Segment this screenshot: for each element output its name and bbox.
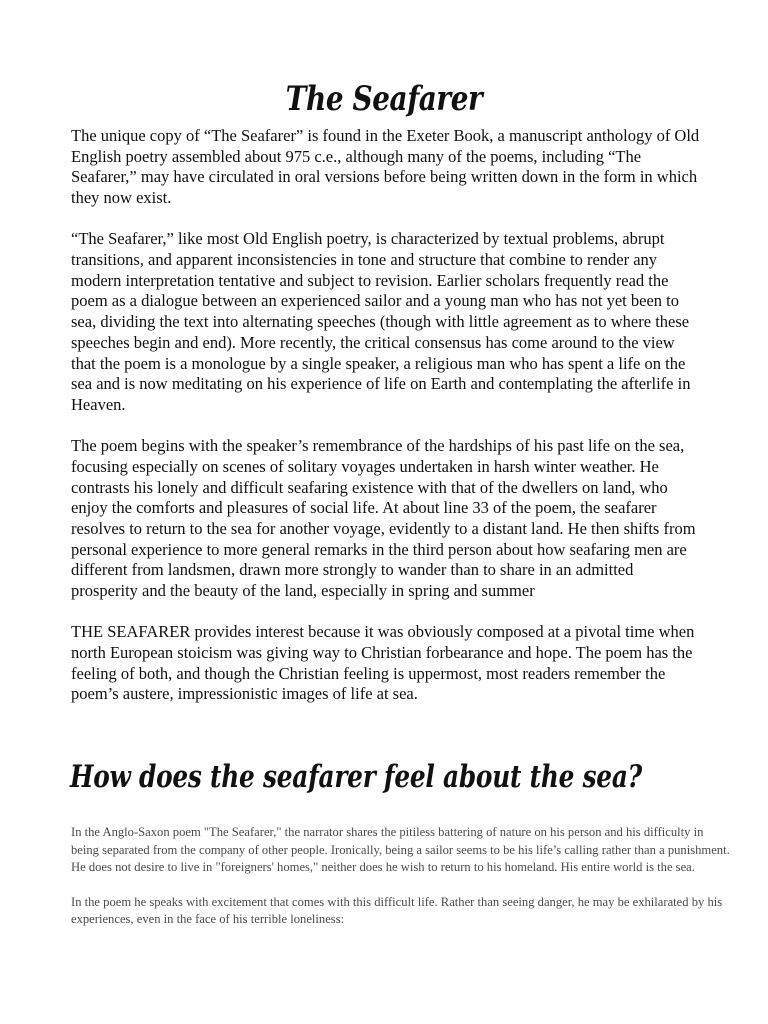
page-title: The Seafarer [285,79,483,119]
section-paragraph-2: In the poem he speaks with excitement that comes with this difficult life. Rather than seeing danger, he may be exhilarated by his experiences, even in the face of his terrible loneliness: [71,894,723,927]
essay-paragraph-2: “The Seafarer,” like most Old English poetry, is characterized by textual problems, abrupt transitions, and apparent inconsistencies in tone and structure that combine to render any modern interpretation tentative and subject to revision. Earlier scholars frequently read the poem as a dialogue between an experienced sailor and a young man who has not yet been to sea, dividing the text into alternating speeches (though with little agreement as to where these speeches begin and end). More recently, the critical consensus has come around to the view that the poem is a monologue by a single speaker, a religious man who has spent a life on the sea and is now meditating on his experience of life on Earth and contemplating the afterlife in Heaven. [71,229,691,414]
section-heading: How does the seafarer feel about the sea? [70,759,642,795]
essay-paragraph-3: The poem begins with the speaker’s remembrance of the hardships of his past life on the sea, focusing especially on scenes of solitary voyages undertaken in harsh winter weather. He contrasts his lonely and difficult seafaring existence with that of the dwellers on land, who enjoy the comforts and pleasures of social life. At about line 33 of the poem, the seafarer resolves to return to the sea for another voyage, evidently to a distant land. He then shifts from personal experience to more general remarks in the third person about how seafaring men are different from landsmen, drawn more strongly to wander than to share in an admitted prosperity and the beauty of the land, especially in spring and summer [71,436,696,601]
section-body [71,824,731,946]
essay-paragraph-1: The unique copy of “The Seafarer” is found in the Exeter Book, a manuscript anthology of Old English poetry assembled about 975 c.e., although many of the poems, including “The Seafarer,” may have circulated in oral versions before being written down in the form in which they now exist. [71,126,700,208]
section-paragraph-1: In the Anglo-Saxon poem "The Seafarer," the narrator shares the pitiless battering of nature on his person and his difficulty in being separated from the company of other people. Ironically, being a sailor seems to be his life’s calling rather than a punishment. He does not desire to live in "foreigners' homes," neither does he wish to return to his homeland. His entire world is the sea. [71,825,730,875]
essay-body [71,126,701,726]
essay-paragraph-4: THE SEAFARER provides interest because it was obviously composed at a pivotal time when north European stoicism was giving way to Christian forbearance and hope. The poem has the feeling of both, and though the Christian feeling is uppermost, most readers remember the poem’s austere, impressionistic images of life at sea. [71,622,695,704]
